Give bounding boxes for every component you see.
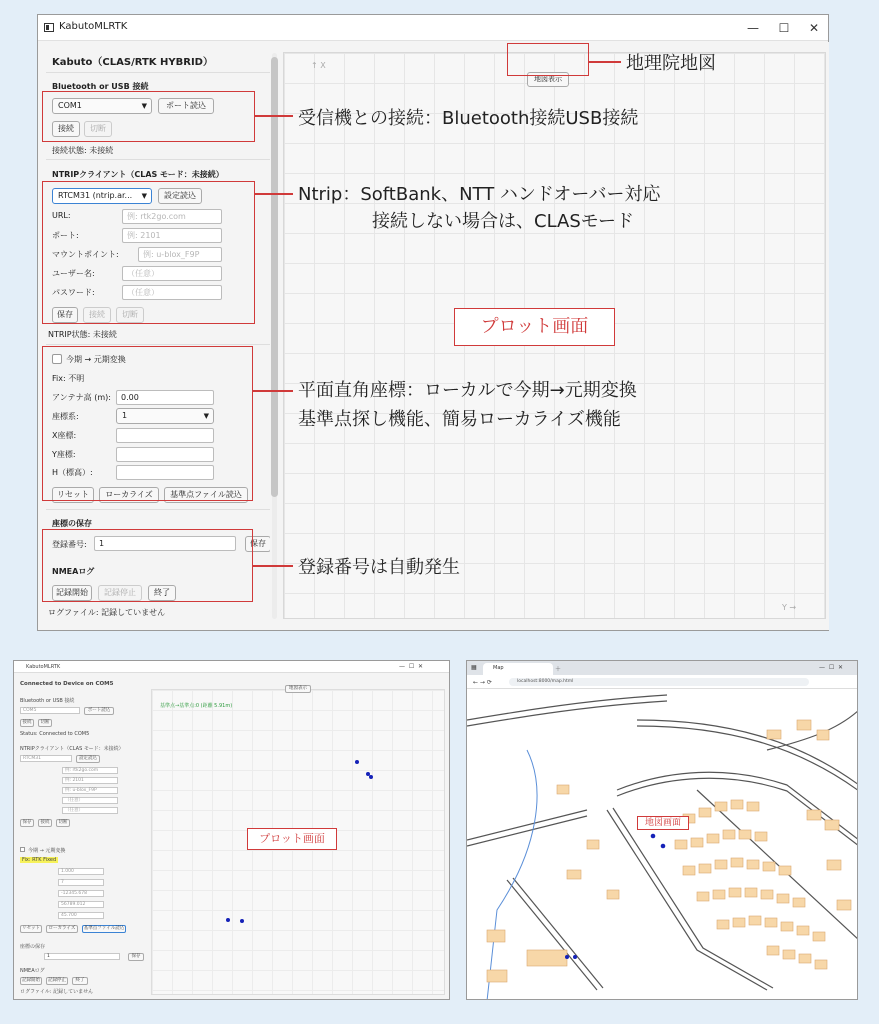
divider: [46, 159, 270, 160]
x-axis-label: ↑ X: [311, 61, 326, 70]
s2-map-button[interactable]: 地図表示: [285, 685, 311, 693]
y-coord-label: Y座標:: [52, 450, 76, 459]
localize-button[interactable]: ローカライズ: [99, 487, 159, 503]
chevron-down-icon: ▼: [203, 412, 209, 420]
callout-line: [255, 193, 293, 195]
map-svg: [467, 690, 858, 1000]
ntrip-username-label: ユーザー名:: [52, 269, 95, 278]
app-icon: [44, 23, 54, 32]
s2-reg-input[interactable]: 1: [44, 953, 120, 960]
antenna-height-input[interactable]: 0.00: [116, 390, 214, 405]
app-header: Kabuto（CLAS/RTK HYBRID）: [52, 57, 213, 68]
port-read-button[interactable]: ポート読込: [158, 98, 214, 114]
s2-nmea-title: NMEAログ: [20, 968, 45, 974]
s2-y-input[interactable]: 56789.012: [58, 901, 104, 908]
h-coord-label: H（標高）:: [52, 468, 93, 477]
fix-status: Fix: 不明: [52, 374, 85, 383]
ntrip-password-input[interactable]: （任意）: [122, 285, 222, 300]
close-button[interactable]: ✕: [808, 21, 820, 35]
reg-number-input[interactable]: 1: [94, 536, 236, 551]
ntrip-url-input[interactable]: 例: rtk2go.com: [122, 209, 222, 224]
s2-port-read-button[interactable]: ポート読込: [84, 707, 114, 715]
s2-ntrip-connect-button[interactable]: 接続: [38, 819, 52, 827]
reg-number-label: 登録番号:: [52, 540, 87, 549]
coord-system-label: 座標系:: [52, 412, 79, 421]
annotation-ntrip-line2: 接続しない場合は、CLASモード: [372, 211, 635, 232]
ntrip-url-label: URL:: [52, 211, 71, 220]
s2-window-controls: — ☐ ✕: [399, 663, 424, 670]
plot-point: [369, 775, 373, 779]
s2-convert-checkbox[interactable]: [20, 847, 25, 852]
s2-save-button[interactable]: 保存: [20, 819, 34, 827]
ntrip-preset-value: RTCM31 (ntrip.ar...: [58, 191, 133, 200]
log-stop-button[interactable]: 記録停止: [98, 585, 142, 601]
callout-line: [253, 565, 293, 567]
map-canvas[interactable]: [467, 690, 858, 1000]
s2-url-input[interactable]: 例: rtk2go.com: [62, 767, 118, 774]
ntrip-port-input[interactable]: 例: 2101: [122, 228, 222, 243]
annotation-receiver: 受信機との接続：Bluetooth接続USB接続: [298, 108, 639, 129]
browser-tab-title: Map: [493, 665, 504, 671]
save-highlight: [42, 529, 253, 602]
map-buildings: [487, 720, 851, 982]
ntrip-load-settings-button[interactable]: 設定読込: [158, 188, 202, 204]
plot-point: [355, 760, 359, 764]
s2-fix-badge: Fix: RTK Fixed: [22, 857, 57, 863]
url-input[interactable]: localhost:8000/map.html: [509, 678, 809, 686]
map-view-button[interactable]: 地図表示: [527, 72, 569, 87]
s2-ntrip-title: NTRIPクライアント（CLAS モード：未接続）: [20, 746, 124, 752]
s2-save-title: 座標の保存: [20, 944, 46, 950]
s2-log-start-button[interactable]: 記録開始: [22, 978, 40, 983]
minimize-button[interactable]: —: [747, 21, 759, 35]
x-coord-label: X座標:: [52, 431, 77, 440]
ntrip-section-title: NTRIPクライアント（CLAS モード：未接続）: [52, 170, 224, 179]
log-status: ログファイル: 記録していません: [48, 608, 166, 617]
callout-line: [253, 390, 293, 392]
s2-h-input[interactable]: 45.700: [58, 912, 104, 919]
browser-address-bar: [467, 675, 857, 689]
ntrip-mountpoint-label: マウントポイント:: [52, 250, 119, 259]
s2-convert-label: 今期 → 元期変換: [28, 848, 66, 854]
basefile-load-button[interactable]: 基準点ファイル読込: [164, 487, 248, 503]
connection-section-title: Bluetooth or USB 接続: [52, 82, 149, 91]
connection-highlight: [42, 91, 255, 142]
s2-reg-save-button[interactable]: 保存: [128, 953, 144, 961]
chevron-down-icon: ▼: [141, 102, 147, 110]
annotation-map: 地理院地図: [626, 53, 716, 74]
s2-antenna-input[interactable]: 1.000: [58, 868, 104, 875]
save-coords-button[interactable]: 保存: [245, 536, 270, 552]
callout-line: [255, 115, 293, 117]
s2-localize-button[interactable]: ローカライズ: [46, 925, 78, 933]
exit-button[interactable]: 終了: [148, 585, 176, 601]
browser-tab-strip: [467, 661, 857, 675]
s2-ntrip-disconnect-button[interactable]: 切断: [56, 819, 70, 827]
s2-x-input[interactable]: -12345.678: [58, 890, 104, 897]
s2-reset-button[interactable]: リセット: [20, 925, 42, 933]
map-screen-label: 地図画面: [637, 816, 689, 830]
convert-checkbox-label: 今期 → 元期変換: [66, 355, 126, 364]
browser-window-controls: — ☐ ✕: [819, 664, 844, 671]
chevron-down-icon: ▼: [141, 192, 147, 200]
s2-port-input[interactable]: 例: 2101: [62, 777, 118, 784]
s2-status: Status: Connected to COM5: [20, 731, 90, 737]
divider: [46, 72, 270, 73]
maximize-button[interactable]: ☐: [778, 21, 790, 35]
annotation-plane-line1: 平面直角座標：ローカルで今期→元期変換: [298, 380, 637, 401]
s2-header: Connected to Device on COM5: [20, 681, 114, 687]
s2-title-bar: [14, 661, 449, 673]
s2-basefile-button[interactable]: 基準点ファイル読込: [83, 926, 125, 931]
s2-exit-button[interactable]: 終了: [72, 977, 88, 985]
save-coords-section-title: 座標の保存: [52, 519, 92, 528]
scrollbar[interactable]: [270, 53, 279, 619]
nmea-section-title: NMEAログ: [52, 567, 95, 576]
title-bar: [38, 15, 828, 41]
ntrip-highlight: [42, 181, 255, 324]
s2-system-select[interactable]: 7: [58, 879, 104, 886]
browser-menu-icon[interactable]: ▦: [471, 664, 477, 671]
ntrip-username-input[interactable]: （任意）: [122, 266, 222, 281]
divider: [46, 509, 270, 510]
browser-tab[interactable]: [483, 663, 553, 675]
log-start-button[interactable]: 記録開始: [52, 585, 92, 601]
ntrip-status: NTRIP状態: 未接続: [48, 330, 117, 339]
ntrip-port-label: ポート:: [52, 231, 79, 240]
port-select-value: COM1: [58, 101, 82, 110]
disconnect-button[interactable]: 切断: [84, 121, 112, 137]
ntrip-password-label: パスワード:: [52, 288, 95, 297]
new-tab-icon[interactable]: ＋: [555, 666, 562, 673]
plot-screen-label: プロット画面: [454, 308, 615, 346]
s2-plot-label: プロット画面: [247, 828, 337, 850]
s2-log-status: ログファイル: 記録していません: [20, 989, 94, 995]
callout-line: [589, 61, 621, 63]
antenna-height-label: アンテナ高 (m):: [52, 393, 111, 402]
annotation-plane-line2: 基準点探し機能、簡易ローカライズ機能: [298, 409, 621, 430]
s2-distance-text: 基準点→基準点:0 (距離 5.91m): [160, 703, 233, 709]
divider: [46, 344, 270, 345]
connect-button[interactable]: 接続: [52, 121, 80, 137]
y-axis-label: Y →: [782, 603, 797, 612]
annotation-reg: 登録番号は自動発生: [298, 557, 460, 578]
s2-ntrip-preset[interactable]: RTCM31: [20, 755, 72, 762]
s2-port-select[interactable]: COM5: [20, 707, 80, 714]
scrollbar-thumb[interactable]: [271, 57, 278, 497]
coord-system-value: 1: [122, 411, 128, 420]
ntrip-disconnect-button[interactable]: 切断: [116, 307, 144, 323]
connection-status: 接続状態: 未接続: [52, 146, 114, 155]
screenshot-browser-map: [466, 660, 858, 1000]
plot-point: [240, 919, 244, 923]
plot-point: [366, 772, 370, 776]
s2-user-input[interactable]: （任意）: [62, 797, 118, 804]
annotation-ntrip-line1: Ntrip：SoftBank、NTT ハンドオーバー対応: [298, 184, 661, 205]
coords-highlight: [42, 346, 253, 501]
s2-connect-button[interactable]: 接続: [20, 719, 34, 727]
s2-section-bt: Bluetooth or USB 接続: [20, 698, 75, 704]
ntrip-connect-button[interactable]: 接続: [83, 307, 111, 323]
s2-load-settings-button[interactable]: 設定読込: [76, 755, 100, 763]
nav-icons[interactable]: ← → ⟳: [473, 679, 492, 686]
ntrip-mountpoint-input[interactable]: 例: u-blox_F9P: [138, 247, 222, 262]
s2-disconnect-button[interactable]: 切断: [38, 719, 52, 727]
plot-point: [226, 918, 230, 922]
map-button-highlight: [507, 43, 589, 76]
reset-button[interactable]: リセット: [52, 487, 94, 503]
s2-log-stop-button[interactable]: 記録停止: [48, 978, 66, 983]
screenshot-plot-connected: [13, 660, 450, 1000]
ntrip-save-button[interactable]: 保存: [52, 307, 78, 323]
window-title: KabutoMLRTK: [59, 21, 128, 32]
s2-mount-input[interactable]: 例: u-blox_F9P: [62, 787, 118, 794]
s2-pass-input[interactable]: （任意）: [62, 807, 118, 814]
s2-window-title: KabutoMLRTK: [26, 664, 61, 670]
